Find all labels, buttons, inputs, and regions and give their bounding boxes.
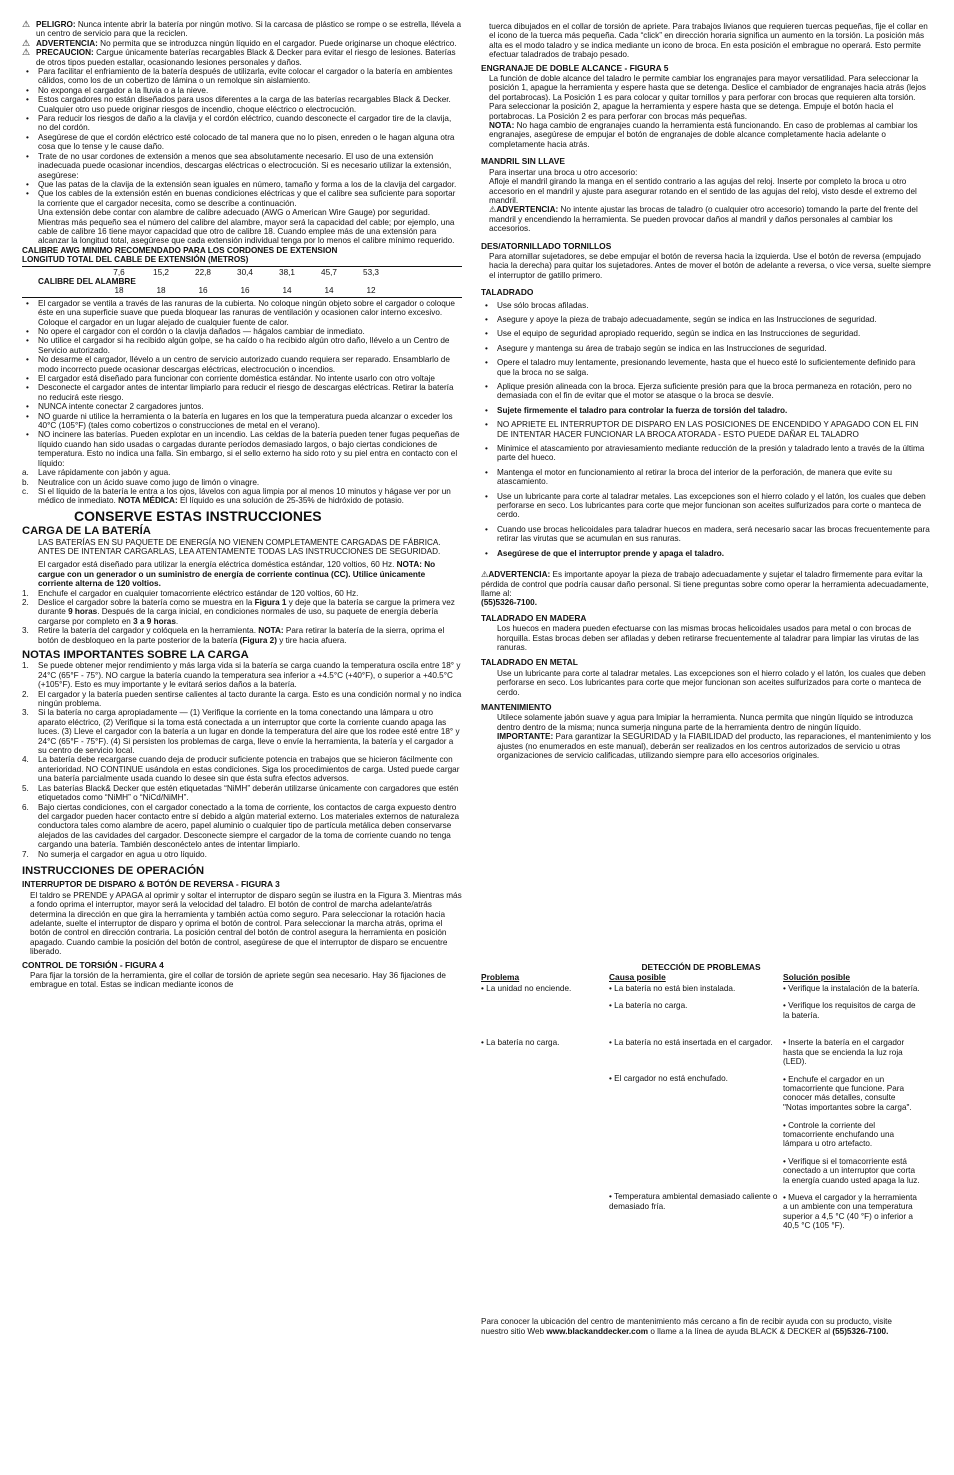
torsion-continued: tuerca dibujados en el collar de torsión de apriete. Para trabajos livianos que requieren tuercas pequeñas, fije el collar en el icono de la tuerca más pequeña. Cada “click” en dirección horaria significa un aumento en la torsión. La posición más alta es el modo taladro y se indica mediante un icono de broca. En esta posición el embrague no operará. Esto permite efectuar taladrados de trabajo pesado. [489, 22, 928, 60]
list-item: • El cargador se ventila a través de las ranuras de la cubierta. No coloque ningún objeto sobre el cargador o coloque éste en una superficie suave que pueda bloquear las ranuras de ventilación y ocasionen calor interno excesivo. Coloque el cargador en un lugar alejado de cualquier fuente de calor. [22, 299, 462, 327]
carga-heading: CARGA DE LA BATERÍA [22, 525, 151, 538]
interruptor-heading: INTERRUPTOR DE DISPARO & BOTÓN DE REVERSA - FIGURA 3 [22, 879, 280, 890]
list-item: • Desconecte el cargador antes de intentar limpiarlo para reducir el riesgo de descargas eléctricas. Retirar la batería no reducirá este riesgo. [22, 383, 462, 402]
taladrado-item: • NO APRIETE EL INTERRUPTOR DE DISPARO EN LAS POSICIONES DE ENCENDIDO Y APAGADO CON EL FIN DE INTENTAR HACER FUNCIONAR LA BROCA ATORADA - ESTO PUEDE DAÑAR EL TALADRO [481, 420, 931, 439]
left-column [22, 20, 462, 990]
mant-heading: MANTENIMIENTO [481, 701, 552, 712]
warning-triangle-icon: ⚠ [22, 19, 31, 29]
website-link[interactable]: www.blackanddecker.com [546, 1326, 649, 1336]
safety-bullets [22, 67, 462, 208]
nota-item: 1. Se puede obtener mejor rendimiento y más larga vida si la batería se carga cuando la temperatura oscila entre 18° y 24°C (65°F - 75°). NO cargue la batería cuando la temperatura sea inferior a +4.5°C (+40°F), o superior a +40.5°C (+105°F). Esto es muy importante y le evitará serios daños a la batería. [22, 661, 461, 690]
warning-item [22, 48, 462, 67]
list-item: • NO incinere las baterías. Pueden explotar en un incendio. Las celdas de la batería pueden tener fugas pequeñas de líquido cuando han sido usadas o cargadas durante períodos demasiado largos, o bajo ciertas condiciones de temperatura. Esto no indica una falla. Sin embargo, si el sello externo ha sido roto y su piel entra en contacto con el líquido: [22, 430, 462, 468]
length-cell: 7,6 [113, 267, 125, 277]
desator-heading: DES/ATORNILLADO TORNILLOS [481, 240, 612, 251]
gauge-cell: 14 [282, 286, 292, 296]
taladrado-item: • Use el equipo de seguridad apropiado requerido, según se indica en las Instrucciones de seguridad. [481, 329, 931, 338]
list-item: • No desarme el cargador, llévelo a un centro de servicio autorizado cuando requiera ser reparado. Ensamblarlo de modo incorrecto puede ocasionar descargas eléctricas, electrocución o incendios. [22, 355, 462, 374]
gauge-cell: 18 [114, 286, 124, 296]
taladrado-list [481, 301, 931, 559]
nota-item: 2. El cargador y la batería pueden sentirse calientes al tacto durante la carga. Esto es una condición normal y no indica ningún problema. [22, 689, 462, 709]
list-item: • Que las patas de la clavija de la extensión sean iguales en número, tamaño y forma a los de la clavija del cargador. [22, 180, 462, 189]
mant-importante: IMPORTANTE: Para garantizar la SEGURIDAD y la FIABILIDAD del producto, las reparaciones, el mantenimiento y los ajustes (no enumerados en este manual), deberán ser realizados en los centros autorizados de servicio u otras organizaciones de servicio calificadas, utilizando siempre para ello accesorios originales. [497, 732, 931, 760]
mant-text: Utilece solamente jabón suave y agua para lmipiar la herramienta. Nunca permita que ningún líquido se introduzca dentro dentro de la misma; nunca sumerja ninguna parte de la herramienta dentro de ningún líquido. [497, 713, 913, 732]
list-item: • NUNCA intente conectar 2 cargadores juntos. [22, 402, 462, 411]
list-item: • NO guarde ni utilice la herramienta o la batería en lugares en los que la temperatura pueda alcanzar o exceder los 40°C (105°F) (tales como cobertizos o construcciones de metal en el verano). [22, 412, 462, 431]
alambre-title: CALIBRE DEL ALAMBRE [38, 276, 136, 286]
longitud-title: LONGITUD TOTAL DEL CABLE DE EXTENSIÓN (METROS) [22, 255, 249, 265]
interruptor-text: El taldro se PRENDE y APAGA al oprimir y soltar el interruptor de disparo según se ilustra en la Figura 3. Mientras más a fondo oprima el interruptor, mayor será la velocidad del taladro. El botón de control de marcha adelante/atrás determina la dirección en que gira la herramienta y también actúa como seguro. Para seleccionar la rotación hacia adelante, suelte el interruptor de disparo y oprima el botón de control. Para seleccionar la marcha atrás, oprima el botón de control en dirección contraria. La posición central del botón de control asegura la herramienta en posición apagado. Cuando cambie la posición del botón de control, asegúrese de que el interruptor de disparo se encuentre liberado. [30, 890, 462, 957]
gauge-cell: 18 [156, 286, 166, 296]
troubleshooting-table [481, 962, 921, 1239]
nota-item: 3. Si la batería no carga apropiadamente — (1) Verifique la corriente en la toma conectando una lámpara u otro aparato eléctrico, (2) Verifique si la toma está conectada a un interruptor que corte la corriente cuando apaga las luces. (3) Lleve el cargador con la batería a un lugar en donde la temperatura del aire que los rodee esté entre 18° y 24°C (65°F - 75°F). (4) Si persisten los problemas de carga, lleve o envíe la herramienta, la batería y el cargador a su centro de servicio local. [22, 708, 460, 756]
list-item: • No utilice el cargador si ha recibido algún golpe, se ha caído o ha recibido algún otro daño, llévelo a un Centro de Servicio autorizado. [22, 336, 462, 355]
list-item: • Estos cargadores no están diseñados para usos diferentes a la carga de las baterías recargables Black & Decker. Cualquier otro uso puede originar riesgos de incendio, choque eléctrico o electrocución. [22, 95, 462, 114]
advertencia-block: ⚠ADVERTENCIA: Es importante apoyar la pieza de trabajo adecuadamente y sujetar el taladro firmemente para evitar la pérdida de control que podría causar daño personal. Si tiene preguntas sobre como operar la herramienta adecuadamente, llame al: (55)5326-7100. [481, 570, 929, 608]
torsion-heading: CONTROL DE TORSIÓN - FIGURA 4 [22, 959, 164, 970]
taladrado-heading: TALADRADO [481, 287, 534, 298]
engranaje-text: La función de doble alcance del taladro le permite cambiar los engranajes para mayor versatilidad. Para seleccionar la posición 1, apague la herramienta y espere hasta que se detenga. Deslice el cambiador de engranajes hacia atrás (lejos del portabrocas). La Posición 1 es para colocar y quitar tornillos y para perforar con brocas que requieren alta torsión. Para seleccionar la posición 2, apague la herramienta y espere hasta que se detenga. Empuje el botón hacia el portabrocas. La Posición 2 es para perforar con brocas más pequeñas. [489, 74, 926, 121]
oper-heading: INSTRUCCIONES DE OPERACIÓN [22, 864, 205, 877]
header-solucion: Solución posible [783, 972, 851, 982]
solution-cell: • Verifique la instalación de la batería. • Verifique los requisitos de carga de la batería. [783, 984, 920, 1020]
list-item: • Para facilitar el enfriamiento de la batería después de utilizarla, evite colocar el cargador o la batería en ambientes cálidos, como los de un cobertizo de lámina o un remolque sin aislamiento. [22, 67, 462, 86]
carga-step: 1. Enchufe el cargador en cualquier tomacorriente eléctrico estándar de 120 voltios, 60 Hz. [22, 588, 359, 598]
taladrado-item: • Minimice el atascamiento por atraviesamiento mediante reducción de la presión y taladrado lento a través de la última parte del hueco. [481, 444, 931, 463]
list-item: a. Lave rápidamente con jabón y agua. [22, 468, 171, 478]
phone-number: (55)5326-7100. [832, 1326, 889, 1336]
madera-text: Los huecos en madera pueden efectuarse con las mismas brocas helicoidales usados para metal o con brocas de horquilla. Estas brocas deben ser afiladas y deben retirarse frecuentemente al taladrar para limpiar las virutas de las ranuras. [497, 624, 919, 652]
mandril-warning: ⚠ADVERTENCIA: No intente ajustar las brocas de taladro (o cualquier otro accesorio) tomando la parte del frente del mandril y encendiendo la herramienta. Se pueden provocar daños al mandril y daños personales al cambiar los accesorios. [489, 205, 918, 234]
gauge-cell: 16 [240, 286, 250, 296]
contact-steps [22, 468, 462, 506]
solution-cell: • Inserte la batería en el cargador hasta que se encienda la luz roja (LED). • Enchufe el cargador en un tomacorriente que funcione. Para conocer más detalles, consulte "Notas importantes sobre la carga". • Controle la corriente del tomacorriente enchufando una lámpara u otro artefacto. • Verifique si el tomacorriente está conectado a un interruptor que corta la energía cuando usted apaga la luz. • Mueva el cargador y la herramienta a un ambiente con una temperatura superior a 4,5 °C (40 °F) o inferior a 40,5 °C (105 °F). [783, 1038, 920, 1231]
list-item: • El cargador está diseñado para funcionar con corriente doméstica estándar. No intente usarlo con otro voltaje [22, 374, 462, 383]
warning-triangle-icon: ⚠ [22, 47, 31, 58]
length-cell: 45,7 [321, 267, 337, 277]
problem-cell: • La batería no carga. [481, 1038, 560, 1048]
engranaje-heading: ENGRANAJE DE DOBLE ALCANCE - FIGURA 5 [481, 62, 669, 73]
problem-cell: • La unidad no enciende. [481, 984, 572, 993]
mandril-heading: MANDRIL SIN LLAVE [481, 156, 565, 167]
length-cell: 53,3 [363, 267, 379, 277]
engranaje-nota: NOTA: No haga cambio de engranajes cuando la herramienta está funcionando. En caso de problemas al cambiar los engranajes, asegúrese de empujar el botón de engranajes de doble alcance completamente hacia adelante o completamente hacia atrás. [489, 121, 918, 149]
taladrado-item: • Asegúrese de que el interruptor prende y apaga el taladro. [481, 549, 931, 558]
list-item: b. Neutralice con un ácido suave como jugo de limón o vinagre. [22, 477, 260, 487]
list-item: • No exponga el cargador a la lluvia o a la nieve. [22, 86, 462, 95]
notas-heading: NOTAS IMPORTANTES SOBRE LA CARGA [22, 649, 249, 661]
warning-item [22, 20, 462, 39]
length-cell: 30,4 [237, 267, 253, 277]
carga-step: 2. Deslice el cargador sobre la batería como se muestra en la Figura 1 y deje que la batería se cargue la primera vez durante 9 horas. Después de la carga inicial, en condiciones normales de uso, su paquete de energía debería cargarse por completo en 3 a 9 horas. [22, 597, 455, 626]
desator-text: Para atornillar sujetadores, se debe empujar el botón de reversa hacia la izquierda. Use el botón de reversa (empujado hacia la derecha) para quitar los sujetadores. Antes de mover el botón de adelante a reversa, o vice versa, suelte siempre el interruptor de gatillo primero. [489, 251, 931, 280]
madera-heading: TALADRADO EN MADERA [481, 612, 587, 623]
length-cell: 15,2 [153, 267, 169, 277]
conserve-heading: CONSERVE ESTAS INSTRUCCIONES [74, 507, 322, 524]
warning-triangle-icon: ⚠ [489, 205, 497, 215]
warning-text: PELIGRO: Nunca intente abrir la batería por ningún motivo. Si la carcasa de plástico se rompe o se estrella, llévela a un centro de servicio para que la reciclen. [36, 20, 462, 39]
metal-heading: TALADRADO EN METAL [481, 657, 578, 668]
warning-item [22, 39, 462, 48]
taladrado-item: • Use un lubricante para corte al taladrar metales. Las excepciones son el hierro colado y el latón, los cuales que deben perforarse en seco. Los lubricantes para corte que mejor funcionan son aceites sulfurizados para corte o manteca de cerdo. [481, 492, 931, 520]
gauge-cell: 14 [324, 286, 334, 296]
right-column [481, 22, 931, 760]
list-item: • No opere el cargador con el cordón o la clavija dañados — hágalos cambiar de inmediato. [22, 327, 462, 336]
footer-contact: Para conocer la ubicación del centro de mantenimiento más cercano a fin de recibir ayuda con su producto, visite nuestro sitio Web www.blackanddecker.com o llame a la línea de ayuda BLACK & DECKER al (55)5326-7100. [481, 1317, 892, 1336]
carga-caps: LAS BATERÍAS EN SU PAQUETE DE ENERGÍA NO VIENEN COMPLETAMENTE CARGADAS DE FÁBRICA. ANTES DE INTENTAR CARGARLAS, LEA ATENTAMENTE TODAS LAS INSTRUCCIONES DE SEGURIDAD. [38, 537, 441, 556]
warning-text: PRECAUCION: Cargue únicamente baterías recargables Black & Decker para evitar el riesgo de lesiones. Baterías de otros tipos pueden estallar, ocasionando lesiones personales y daños. [36, 48, 456, 67]
divider [22, 266, 462, 267]
warning-text: ADVERTENCIA: No permita que se introduzca ningún líquido en el cargador. Puede originarse un choque eléctrico. [36, 38, 457, 48]
mandril-line1: Para insertar una broca u otro accesorio: [489, 167, 638, 177]
cause-cell: • La batería no está insertada en el cargador. • El cargador no está enchufado. • Temperatura ambiental demasiado caliente o demasiado fría. [609, 1038, 778, 1211]
troubleshooting-header [481, 972, 921, 982]
lengths-row [22, 268, 462, 277]
safety-bullets-2 [22, 299, 462, 468]
taladrado-item: • Aplique presión alineada con la broca. Ejerza suficiente presión para que la broca permaneza en rotación, pero no demasiada con el fin de evitar que el motor se atasque o la broca se desvíe. [481, 382, 931, 401]
nota-item: 4. La batería debe recargarse cuando deja de producir suficiente potencia en trabajos que se hicieron fácilmente con anterioridad. NO CONTINUE usándola en estas condiciones. Siga los procedimientos de carga. Usted puede cargar una batería parcialmente usada cuando lo desee sin que ésta sufra efectos adversos. [22, 755, 460, 784]
gauge-cell: 12 [366, 286, 376, 296]
taladrado-item: • Use sólo brocas afiladas. [481, 301, 931, 310]
length-cell: 38,1 [279, 267, 295, 277]
list-item: c. Si el líquido de la batería le entra a los ojos, lávelos con agua limpia por al menos 10 minutos y hágase ver por un médico de inmediato. NOTA MÉDICA: El líquido es una solución de 25-35% de hidróxido de potasio. [22, 486, 451, 506]
gauge-cell: 16 [198, 286, 208, 296]
warning-triangle-icon: ⚠ [22, 37, 31, 48]
length-cell: 22,8 [195, 267, 211, 277]
mandril-text: Afloje el mandril girando la manga en el sentido contrario a las agujas del reloj. Inserte por completo la broca u otro accesorio en el mandril y ajuste para asegurar rotando en el sentido de las agujas del reloj, visto desde el extremo del mandril. [489, 177, 917, 205]
list-item: • Que los cables de la extensión estén en buenas condiciones eléctricas y que el calibre sea suficiente para soportar la corriente que el cargador necesita, como se describe a continuación. [22, 189, 462, 208]
header-problema: Problema [481, 972, 520, 982]
warning-triangle-icon: ⚠ [481, 570, 489, 580]
cause-cell: • La batería no está bien instalada. • La batería no carga. [609, 984, 736, 1011]
trouble-row [481, 984, 921, 1028]
taladrado-item: • Sujete firmemente el taladro para controlar la fuerza de torsión del taladro. [481, 406, 931, 415]
carga-steps [22, 589, 462, 645]
taladrado-item: • Cuando use brocas helicoidales para taladrar huecos en madera, será necesario sacar las brocas frecuentemente para retirar las virutas que se acumulan en sus ranuras. [481, 525, 931, 544]
trouble-row [481, 1038, 921, 1239]
troubleshooting-title: DETECCIÓN DE PROBLEMAS [641, 962, 761, 972]
taladrado-item: • Opere el taladro muy lentamente, presionando levemente, hasta que el hueco esté lo suficientemente definido para que la broca no se salga. [481, 358, 931, 377]
nota-item: 7. No sumerja el cargador en agua u otro líquido. [22, 849, 207, 859]
torsion-text: Para fijar la torsión de la herramienta, gire el collar de torsión de apriete según sea necesario. Hay 36 fijaciones de embrague en total. Estas se indican mediante iconos de [30, 971, 446, 990]
gauges-row [22, 286, 462, 295]
list-item: • Trate de no usar cordones de extensión a menos que sea absolutamente necesario. El uso de una extensión inadecuada puede ocasionar incendios, descargas eléctricas o electrocución. Si es necesario utilizar la extensión, asegúrese: [22, 152, 462, 180]
calibre-title: CALIBRE AWG MINIMO RECOMENDADO PARA LOS CORDONES DE EXTENSION [22, 245, 338, 255]
carga-paragraph: El cargador está diseñado para utilizar la energía eléctrica doméstica estándar, 120 voltios, 60 Hz. NOTA: No cargue con un generador o un suministro de energía de corriente continua (CC). Utilice únicamente corriente alterna de 120 voltios. [38, 560, 436, 589]
header-causa: Causa posible [609, 972, 666, 982]
nota-item: 6. Bajo ciertas condiciones, con el cargador conectado a la toma de corriente, los contactos de carga expuesto dentro del cargador pueden hacer contacto entre sí debido a algún material externo. Los materiales externos de naturaleza conductora tales como alambre de acero, papel aluminio o cualquier tipo de partícula metálica deben conservarse alejados de las cavidades del cargador. Desconecte siempre el cargador de la toma de corriente cuando no tenga cargando una batería. También desconéctelo antes de intentar limpiarlo. [22, 802, 460, 850]
list-item: • Para reducir los riesgos de daño a la clavija y el cordón eléctrico, cuando desconecte el cargador tire de la clavija, no del cordón. [22, 114, 462, 133]
carga-step: 3. Retire la batería del cargador y colóquela en la herramienta. NOTA: Para retirar la batería de la sierra, oprima el botón de desbloqueo en la parte posterior de la batería (Figura 2) y tire hacia afuera. [22, 626, 445, 645]
taladrado-item: • Asegure y mantenga su área de trabajo según se indica en las Instrucciones de seguridad. [481, 344, 931, 353]
divider [22, 297, 462, 298]
list-item: • Asegúrese de que el cordón eléctrico esté colocado de tal manera que no lo pisen, enreden o le hagan alguna otra cosa que lo tense y le cause daño. [22, 133, 462, 152]
taladrado-item: • Asegure y apoye la pieza de trabajo adecuadamente, según se indica en las Instrucciones de seguridad. [481, 315, 931, 324]
notas-list [22, 661, 462, 859]
nota-item: 5. Las baterías Black& Decker que estén etiquetadas “NiMH” deberán utilizarse únicamente con cargadores que estén etiquetados como “NiMH” o “NiCd/NiMH”. [22, 783, 459, 803]
extension-paragraph: Una extensión debe contar con alambre de calibre adecuado (AWG o American Wire Gauge) por seguridad. Mientras más pequeño sea el número del calibre del alambre, mayor será la capacidad del cable; por ejemplo, una cable de calibre 16 tiene mayor capacidad que otro de calibre 18. Cuando emplee más de una extensión para alcanzar la longitud total, asegúrese que cada extensión individual tenga por lo menos el calibre mínimo requerido. [38, 208, 455, 246]
metal-text: Use un lubricante para corte al taladrar metales. Las excepciones son el hierro colado y el latón, los cuales que deben perforarse en seco. Los lubricantes para corte que mejor funcionan son aceites sulfurizados para corte o manteca de cerdo. [497, 668, 926, 697]
taladrado-item: • Mantenga el motor en funcionamiento al retirar la broca del interior de la perforación, de manera que evite su atascamiento. [481, 468, 931, 487]
